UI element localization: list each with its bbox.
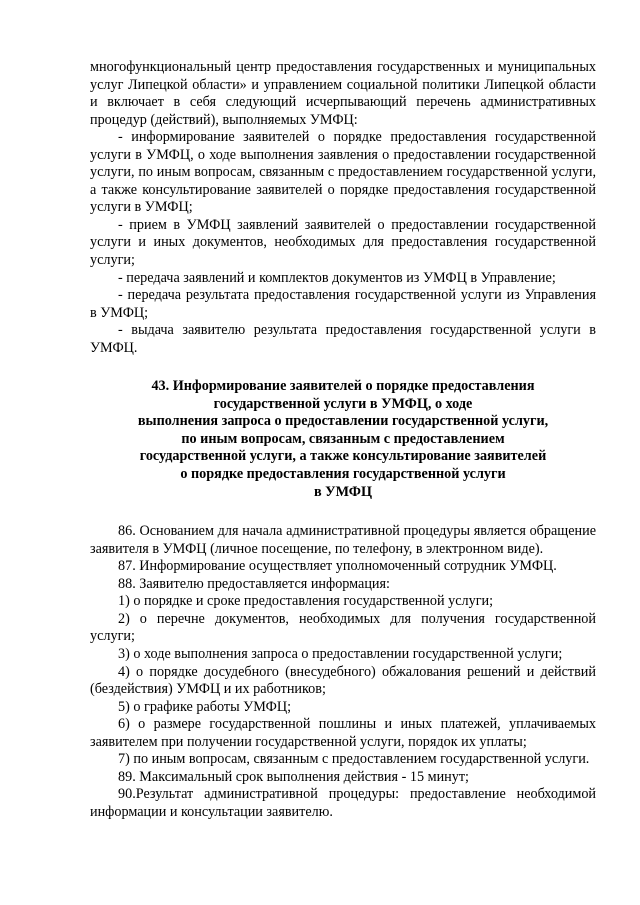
document-page <box>90 59 596 821</box>
paragraph-90: 90.Результат административной процедуры: предоставление необходимой информации и консультации заявителю. <box>90 786 596 820</box>
section-heading-line: выполнения запроса о предоставлении государственной услуги, <box>137 413 549 430</box>
paragraph-89: 89. Максимальный срок выполнения действия - 15 минут; <box>118 768 469 785</box>
section-body <box>90 523 596 821</box>
section-heading-line: 43. Информирование заявителей о порядке предоставления <box>151 378 535 395</box>
paragraph-86: 86. Основанием для начала административной процедуры является обращение заявителя в УМФЦ (личное посещение, по телефону, в электронном виде). <box>90 523 596 557</box>
info-item-2: 2) о перечне документов, необходимых для получения государственной услуги; <box>90 610 596 645</box>
procedure-item: - передача заявлений и комплектов документов из УМФЦ в Управление; <box>118 269 556 286</box>
info-item-7: 7) по иным вопросам, связанным с предоставлением государственной услуги. <box>118 751 590 768</box>
section-heading-line: в УМФЦ <box>313 483 373 500</box>
procedure-item: - выдача заявителю результата предоставления государственной услуги в УМФЦ. <box>90 322 596 356</box>
info-item-1: 1) о порядке и сроке предоставления государственной услуги; <box>118 593 494 610</box>
procedure-item: - прием в УМФЦ заявлений заявителей о предоставлении государственной услуги и иных документов, необходимых для предоставления государственной услуги; <box>90 216 596 269</box>
section-heading-line: о порядке предоставления государственной услуги <box>180 466 506 483</box>
section-heading <box>90 378 596 501</box>
section-heading-line: по иным вопросам, связанным с предоставлением <box>181 430 505 447</box>
procedure-list <box>90 129 596 357</box>
info-item-5: 5) о графике работы УМФЦ; <box>118 698 292 715</box>
info-item-6: 6) о размере государственной пошлины и иных платежей, уплачиваемых заявителем при получении государственной услуги, порядок их уплаты; <box>90 716 596 750</box>
section-heading-line: государственной услуги в УМФЦ, о ходе <box>213 395 473 412</box>
intro-paragraph: многофункциональный центр предоставления государственных и муниципальных услуг Липецкой области» и управлением социальной политики Липецкой области и включает в себя следующий исчерпывающий перечень административных процедур (действий), выполняемых УМФЦ: <box>90 59 596 128</box>
info-item-3: 3) о ходе выполнения запроса о предоставлении государственной услуги; <box>118 645 563 662</box>
paragraph-88: 88. Заявителю предоставляется информация: <box>118 575 390 592</box>
info-item-4: 4) о порядке досудебного (внесудебного) обжалования решений и действий (бездействия) УМФЦ и их работников; <box>90 663 596 698</box>
procedure-item: - информирование заявителей о порядке предоставления государственной услуги в УМФЦ, о ходе выполнения заявления о предоставлении государственной услуги, по иным вопросам, связанным с предоставлением государственной услуги, а также консультирование заявителей о порядке предоставления государственной услуги в УМФЦ; <box>90 129 596 216</box>
paragraph-87: 87. Информирование осуществляет уполномоченный сотрудник УМФЦ. <box>118 558 557 575</box>
section-heading-line: государственной услуги, а также консультирование заявителей <box>139 448 547 465</box>
procedure-item: - передача результата предоставления государственной услуги из Управления в УМФЦ; <box>90 287 596 321</box>
